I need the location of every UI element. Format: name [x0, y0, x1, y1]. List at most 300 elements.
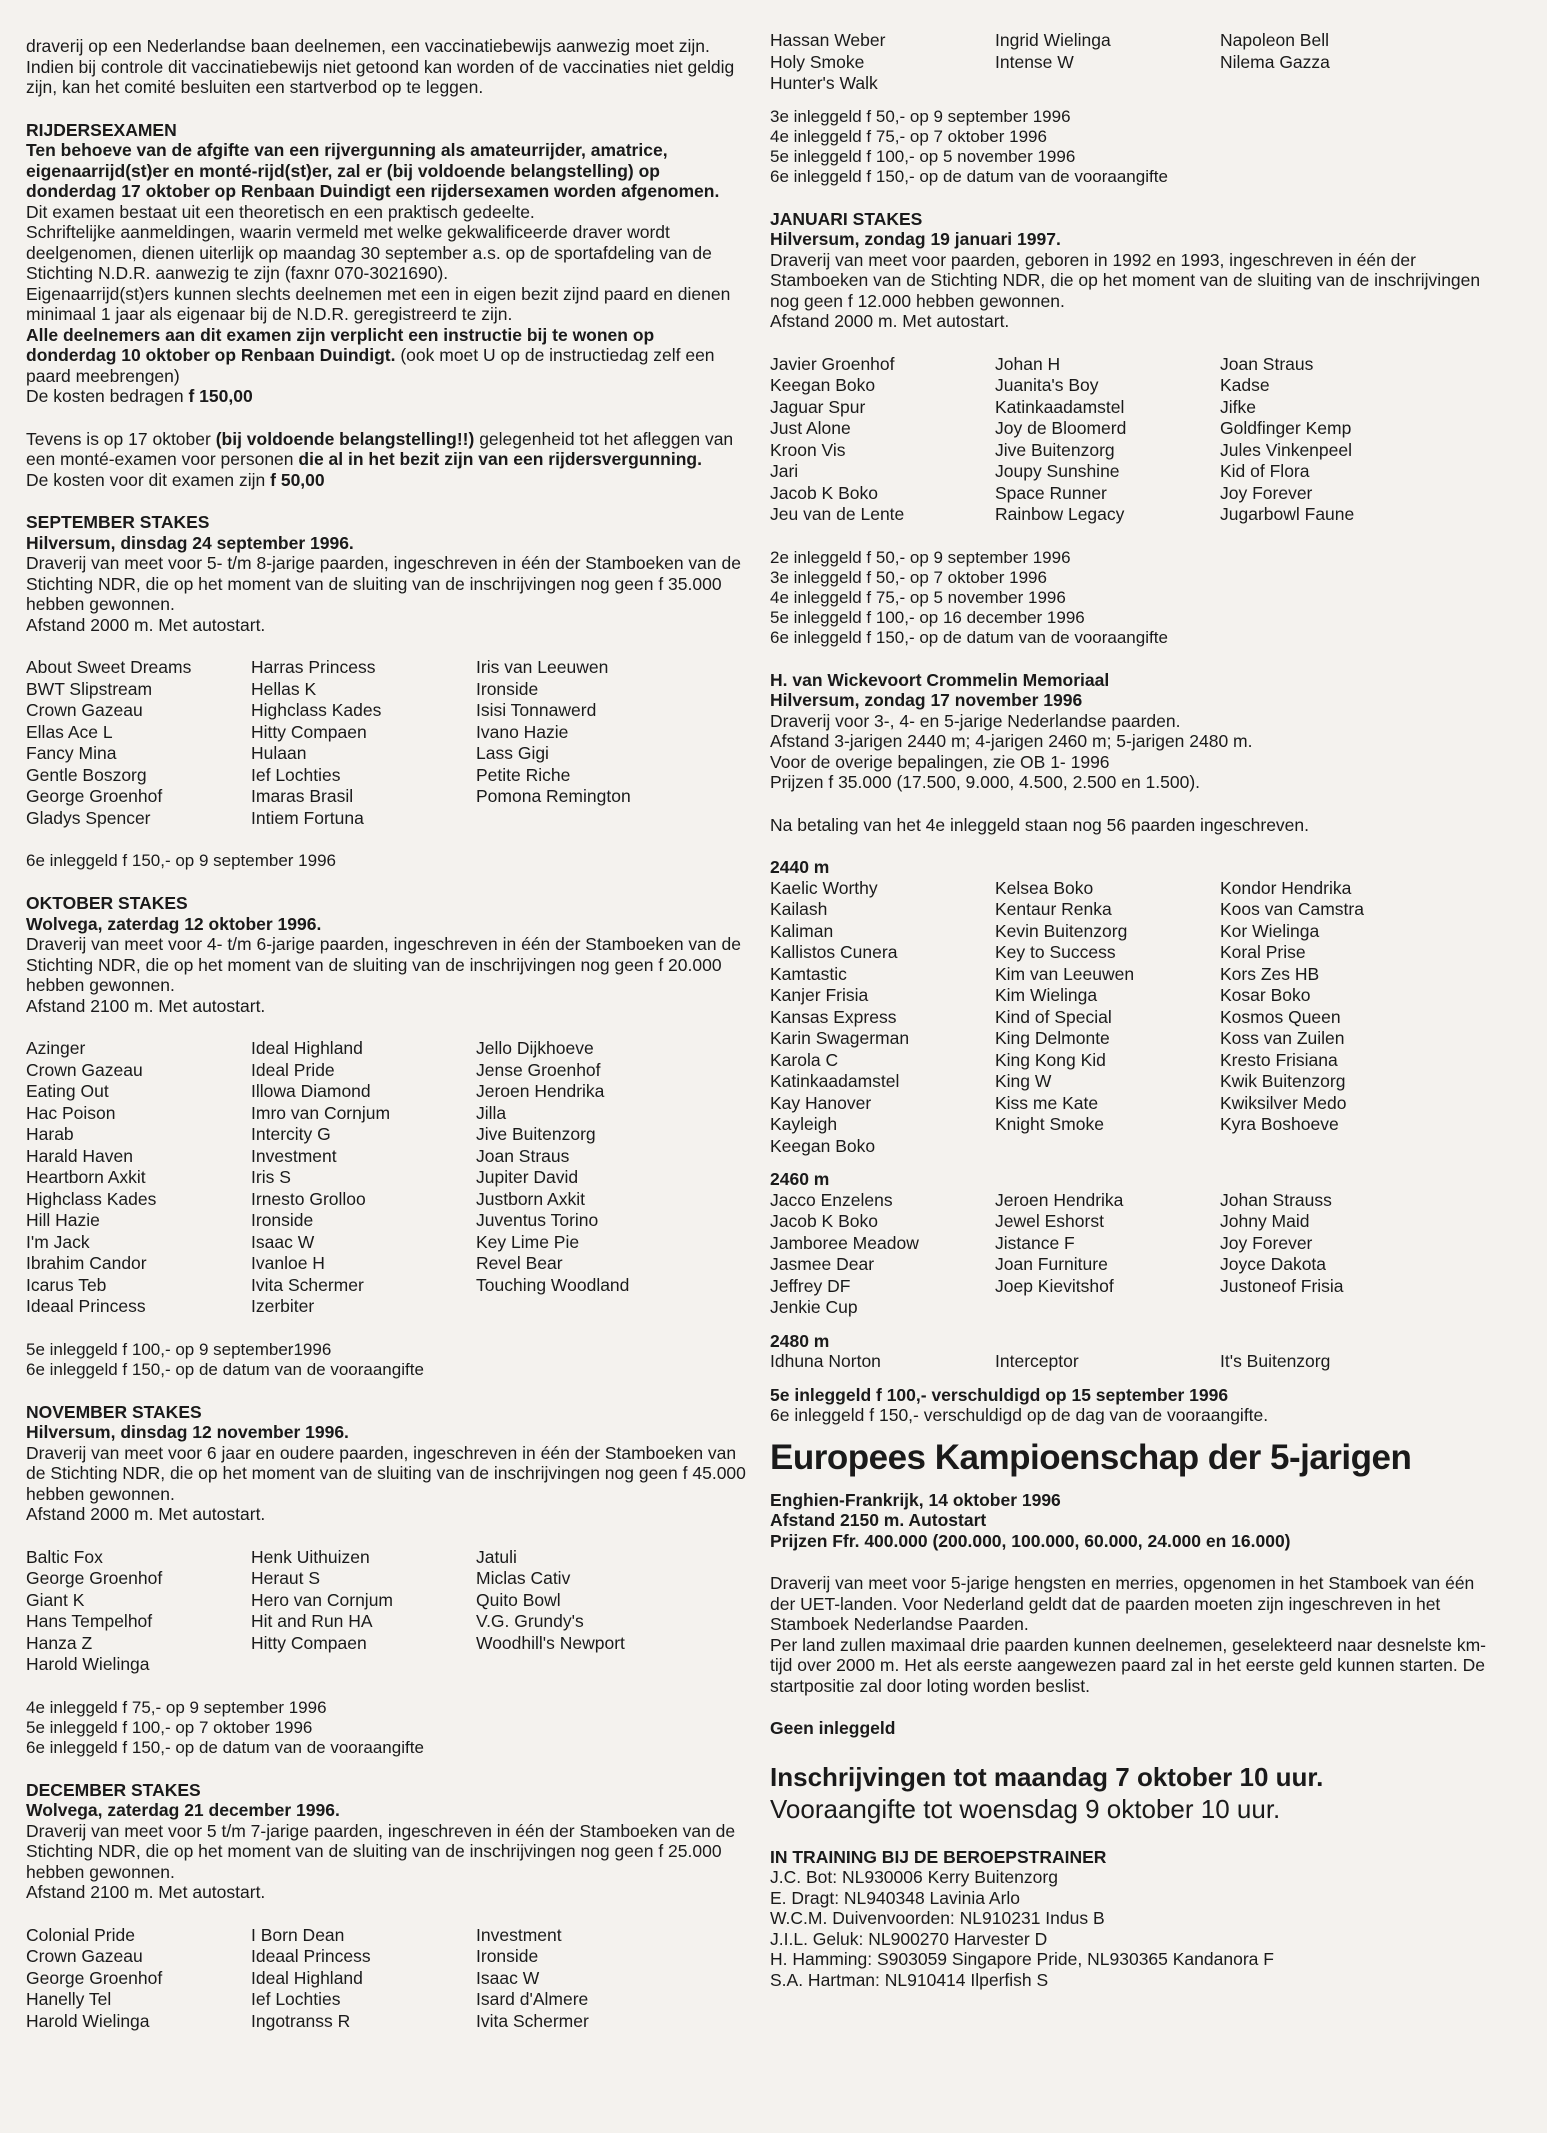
horse-column — [251, 1038, 476, 1318]
list-item: George Groenhof — [26, 786, 163, 806]
dec-sub: Wolvega, zaterdag 21 december 1996. — [26, 1800, 340, 1820]
memo-l5: Na betaling van het 4e inleggeld staan nog 56 paarden ingeschreven. — [770, 814, 1310, 835]
list-item: Fancy Mina — [26, 743, 117, 763]
list-item: V.G. Grundy's — [476, 1611, 584, 1631]
list-item: Petite Riche — [476, 764, 571, 785]
list-item: Jive Buitenzorg — [476, 1124, 596, 1144]
nov-fees — [26, 1698, 746, 1758]
list-item: Kiss me Kate — [995, 1092, 1099, 1113]
horse-column — [995, 354, 1220, 526]
list-item: Rainbow Legacy — [995, 504, 1125, 524]
list-item: Jupiter David — [476, 1167, 579, 1187]
list-item: Key Lime Pie — [476, 1231, 580, 1252]
list-item: Icarus Teb — [26, 1274, 107, 1295]
list-item: 5e inleggeld f 100,- op 9 september1996 — [26, 1339, 332, 1359]
memo-2440-list — [770, 878, 1500, 1158]
list-item: Kamtastic — [770, 963, 847, 984]
list-item: Joy Forever — [1220, 1232, 1313, 1253]
sept-dist: Afstand 2000 m. Met autostart. — [26, 614, 266, 635]
horse-column — [251, 657, 476, 829]
list-item: H. Hamming: S903059 Singapore Pride, NL930365 Kandanora F — [770, 1949, 1274, 1969]
cost-label: De kosten bedragen — [26, 386, 189, 406]
list-item: Ief Lochties — [251, 1989, 341, 2009]
list-item: Harras Princess — [251, 657, 376, 677]
list-item: Kaelic Worthy — [770, 877, 878, 898]
okt-dist: Afstand 2100 m. Met autostart. — [26, 995, 266, 1016]
list-item: BWT Slipstream — [26, 678, 153, 699]
rijders-title: RIJDERSEXAMEN — [26, 119, 177, 140]
list-item: Kelsea Boko — [995, 877, 1094, 898]
list-item: Johan H — [995, 353, 1061, 374]
list-item: Jense Groenhof — [476, 1059, 601, 1080]
list-item: Space Runner — [995, 482, 1107, 503]
list-item: Hulaan — [251, 743, 307, 763]
list-item: Nilema Gazza — [1220, 51, 1330, 72]
list-item: Imro van Cornjum — [251, 1102, 391, 1123]
list-item: Jeu van de Lente — [770, 504, 905, 524]
horse-name: Interceptor — [995, 1351, 1079, 1371]
horse-column — [476, 1925, 701, 2033]
nov-dist: Afstand 2000 m. Met autostart. — [26, 1504, 266, 1524]
list-item: Hellas K — [251, 678, 317, 699]
list-item: I Born Dean — [251, 1924, 345, 1945]
list-item: Kansas Express — [770, 1006, 897, 1027]
monte-t1: Tevens is op 17 oktober — [26, 428, 216, 449]
list-item: 5e inleggeld f 100,- op 7 oktober 1996 — [26, 1717, 313, 1737]
list-item: About Sweet Dreams — [26, 657, 192, 677]
list-item: Hac Poison — [26, 1102, 116, 1123]
dec-dist: Afstand 2100 m. Met autostart. — [26, 1882, 266, 1902]
list-item: Kosar Boko — [1220, 985, 1311, 1005]
list-item: Kim van Leeuwen — [995, 963, 1135, 984]
list-item: King Delmonte — [995, 1028, 1110, 1048]
list-item: Pomona Remington — [476, 786, 631, 806]
list-item: Joupy Sunshine — [995, 461, 1120, 481]
list-item: Kyra Boshoeve — [1220, 1114, 1339, 1134]
list-item: Isard d'Almere — [476, 1989, 589, 2009]
rijders-p3: Eigenaarrijd(st)ers kunnen slechts deelnemen met een in eigen bezit zijnd paard en dienen minimaal 1 jaar als eigenaar bij de N.D.R. geregistreerd te zijn. — [26, 283, 731, 324]
horse-column — [1220, 1190, 1445, 1319]
list-item: Investment — [476, 1924, 562, 1945]
euro-inschrijvingen: Inschrijvingen tot maandag 7 oktober 10 uur. — [770, 1761, 1324, 1792]
euro-geen: Geen inleggeld — [770, 1718, 896, 1738]
list-item: Kim Wielinga — [995, 985, 1098, 1005]
list-item: Johny Maid — [1220, 1211, 1310, 1231]
sept-sub: Hilversum, dinsdag 24 september 1996. — [26, 532, 354, 553]
rijders-cost-1 — [26, 386, 746, 407]
list-item: Johan Strauss — [1220, 1189, 1332, 1210]
list-item: Crown Gazeau — [26, 1059, 143, 1080]
list-item: Illowa Diamond — [251, 1081, 371, 1101]
list-item: Katinkaadamstel — [770, 1071, 900, 1091]
list-item: Heartborn Axkit — [26, 1167, 146, 1187]
list-item: Ivanloe H — [251, 1253, 325, 1273]
list-item: Investment — [251, 1145, 337, 1166]
horse-column — [995, 1190, 1220, 1319]
cost-value: f 150,00 — [188, 386, 253, 406]
list-item: Ief Lochties — [251, 764, 341, 785]
list-item: Jacco Enzelens — [770, 1189, 893, 1210]
list-item: Kay Hanover — [770, 1092, 872, 1113]
list-item: 4e inleggeld f 75,- op 5 november 1996 — [770, 587, 1066, 607]
sept-title: SEPTEMBER STAKES — [26, 512, 210, 532]
list-item: E. Dragt: NL940348 Lavinia Arlo — [770, 1887, 1021, 1908]
list-item: Giant K — [26, 1589, 85, 1610]
list-item: Harold Wielinga — [26, 2010, 150, 2031]
list-item: Joan Furniture — [995, 1254, 1108, 1274]
list-item: Hassan Weber — [770, 30, 886, 50]
rijders-p1: Dit examen bestaat uit een theoretisch en een praktisch gedeelte. — [26, 201, 535, 222]
list-item: Isisi Tonnawerd — [476, 700, 597, 720]
list-item: Juventus Torino — [476, 1210, 599, 1230]
list-item: Jacob K Boko — [770, 482, 878, 503]
list-item: George Groenhof — [26, 1568, 163, 1588]
list-item: Kondor Hendrika — [1220, 877, 1352, 898]
list-item: I'm Jack — [26, 1231, 90, 1252]
list-item: Juanita's Boy — [995, 375, 1099, 395]
memo-l4: Prijzen f 35.000 (17.500, 9.000, 4.500, 2.500 en 1.500). — [770, 772, 1201, 792]
list-item: Jacob K Boko — [770, 1211, 878, 1231]
list-item: Joep Kievitshof — [995, 1275, 1114, 1296]
list-item: Kayleigh — [770, 1114, 838, 1134]
list-item: Ingotranss R — [251, 2010, 351, 2031]
okt-horse-list — [26, 1038, 746, 1318]
memo-sub: Hilversum, zondag 17 november 1996 — [770, 690, 1083, 710]
okt-fees — [26, 1340, 746, 1380]
list-item: 4e inleggeld f 75,- op 9 september 1996 — [26, 1697, 327, 1717]
list-item: Kevin Buitenzorg — [995, 920, 1128, 941]
list-item: Ideal Highland — [251, 1038, 363, 1058]
list-item: Imaras Brasil — [251, 786, 354, 806]
training-list — [770, 1867, 1500, 1990]
list-item: Hitty Compaen — [251, 721, 367, 742]
horse-column — [476, 1547, 701, 1676]
list-item: Hit and Run HA — [251, 1611, 373, 1631]
horse-column — [476, 657, 701, 829]
horse-column — [770, 878, 995, 1158]
list-item: Napoleon Bell — [1220, 30, 1329, 50]
list-item: Isaac W — [251, 1231, 315, 1252]
list-item: Jeroen Hendrika — [995, 1189, 1124, 1210]
list-item: Keegan Boko — [770, 1135, 876, 1156]
list-item: Kid of Flora — [1220, 461, 1310, 481]
sept-fees — [26, 851, 746, 871]
nov-title: NOVEMBER STAKES — [26, 1401, 202, 1422]
list-item: Revel Bear — [476, 1253, 563, 1273]
list-item: Ibrahim Candor — [26, 1253, 147, 1273]
memo-l1: Draverij voor 3-, 4- en 5-jarige Nederlandse paarden. — [770, 710, 1181, 731]
list-item: Ironside — [251, 1210, 314, 1230]
list-item: Jeroen Hendrika — [476, 1081, 605, 1101]
memo-2440-label: 2440 m — [770, 857, 830, 877]
list-item: Highclass Kades — [251, 700, 382, 720]
list-item: Karin Swagerman — [770, 1028, 910, 1048]
intro-paragraph: draverij op een Nederlandse baan deelnemen, een vaccinatiebewijs aanwezig moet zijn. Indien bij controle dit vaccinatiebewijs niet getoond kan worden of de vaccinaties niet geldig zijn, kan het comité besluiten een startverbod op te leggen. — [26, 36, 735, 97]
list-item: Hitty Compaen — [251, 1632, 367, 1653]
rijders-instructie — [26, 325, 746, 387]
cont-fees — [770, 107, 1500, 187]
list-item: Koral Prise — [1220, 942, 1306, 962]
list-item: Justborn Axkit — [476, 1188, 585, 1209]
list-item: Kadse — [1220, 375, 1270, 395]
list-item: Ivita Schermer — [476, 2010, 589, 2031]
euro-vooraangifte: Vooraangifte tot woensdag 9 oktober 10 uur. — [770, 1793, 1281, 1824]
list-item: 6e inleggeld f 150,- op de datum van de vooraangifte — [26, 1737, 424, 1757]
list-item: Jenkie Cup — [770, 1297, 858, 1317]
list-item: Hans Tempelhof — [26, 1611, 153, 1631]
sept-horse-list — [26, 657, 746, 829]
list-item: Kanjer Frisia — [770, 985, 869, 1005]
list-item: Jamboree Meadow — [770, 1232, 919, 1253]
list-item: Harald Haven — [26, 1145, 133, 1166]
list-item: 6e inleggeld f 150,- op de datum van de vooraangifte — [770, 627, 1168, 647]
list-item: Joy de Bloomerd — [995, 418, 1127, 438]
list-item: Irnesto Grolloo — [251, 1188, 366, 1209]
memo-fee-bold: 5e inleggeld f 100,- verschuldigd op 15 september 1996 — [770, 1384, 1229, 1405]
horse-column — [770, 30, 995, 95]
jan-dist: Afstand 2000 m. Met autostart. — [770, 311, 1010, 331]
list-item: Joyce Dakota — [1220, 1254, 1327, 1274]
list-item: Highclass Kades — [26, 1188, 157, 1209]
list-item: 3e inleggeld f 50,- op 9 september 1996 — [770, 106, 1071, 126]
dec-desc: Draverij van meet voor 5 t/m 7-jarige paarden, ingeschreven in één der Stamboeken van de Stichting NDR, die op het moment van de sluiting van de inschrijvingen nog geen f 25.000 hebben gewonnen. — [26, 1820, 736, 1882]
list-item: W.C.M. Duivenvoorden: NL910231 Indus B — [770, 1908, 1105, 1928]
cost-value: f 50,00 — [270, 469, 325, 490]
list-item: Ivita Schermer — [251, 1274, 364, 1295]
horse-column — [995, 878, 1220, 1158]
jan-horse-list — [770, 354, 1500, 526]
list-item: Kosmos Queen — [1220, 1006, 1341, 1027]
list-item: Kentaur Renka — [995, 899, 1112, 919]
okt-sub: Wolvega, zaterdag 12 oktober 1996. — [26, 913, 322, 934]
list-item: Kwik Buitenzorg — [1220, 1071, 1346, 1091]
horse-column — [476, 1038, 701, 1318]
list-item: Keegan Boko — [770, 375, 876, 395]
okt-title: OKTOBER STAKES — [26, 893, 188, 913]
list-item: Ideaal Princess — [26, 1296, 146, 1316]
list-item: Quito Bowl — [476, 1589, 561, 1610]
list-item: Key to Success — [995, 942, 1116, 962]
rijders-bold-1: Ten behoeve van de afgifte van een rijvergunning als amateurrijder, amatrice, eigenaarrijd(st)er en monté-rijd(st)er, zal er (bij voldoende belangstelling) op donderdag 17 oktober op Renbaan Duindigt een rijdersexamen worden afgenomen. — [26, 140, 720, 201]
list-item: 3e inleggeld f 50,- op 7 oktober 1996 — [770, 567, 1047, 587]
memo-fee: 6e inleggeld f 150,- verschuldigd op de dag van de vooraangifte. — [770, 1405, 1269, 1425]
list-item: Joy Forever — [1220, 482, 1313, 503]
list-item: Heraut S — [251, 1568, 321, 1588]
list-item: Gentle Boszorg — [26, 764, 147, 785]
list-item: Lass Gigi — [476, 743, 549, 763]
jan-fees — [770, 548, 1500, 648]
nov-sub: Hilversum, dinsdag 12 november 1996. — [26, 1422, 349, 1442]
list-item: Jugarbowl Faune — [1220, 504, 1355, 524]
horse-column — [251, 1925, 476, 2033]
list-item: Ironside — [476, 678, 539, 699]
list-item: Gladys Spencer — [26, 807, 151, 828]
list-item: Kailash — [770, 899, 828, 919]
list-item: Henk Uithuizen — [251, 1546, 370, 1567]
list-item: King W — [995, 1071, 1052, 1091]
euro-p1: Draverij van meet voor 5-jarige hengsten en merries, opgenomen in het Stamboek van één der UET-landen. Voor Nederland geldt dat de paarden moeten zijn ingeschreven in het Stamboek Nederlandse Paarden. — [770, 1573, 1475, 1634]
memo-2480-list — [770, 1351, 1500, 1373]
horse-column — [26, 1547, 251, 1676]
list-item: Ingrid Wielinga — [995, 30, 1111, 50]
list-item: Joan Straus — [1220, 353, 1314, 374]
horse-column — [26, 1925, 251, 2033]
list-item: Woodhill's Newport — [476, 1632, 625, 1653]
list-item: Colonial Pride — [26, 1924, 135, 1945]
sept-desc: Draverij van meet voor 5- t/m 8-jarige paarden, ingeschreven in één der Stamboeken van de Stichting NDR, die op het moment van de sluiting van de inschrijvingen nog geen f 35.000 hebben gewonnen. — [26, 553, 741, 614]
list-item: Javier Groenhof — [770, 353, 895, 374]
right-column — [770, 30, 1500, 1990]
list-item: Baltic Fox — [26, 1546, 103, 1567]
list-item: Jasmee Dear — [770, 1254, 875, 1274]
list-item: Izerbiter — [251, 1296, 315, 1316]
list-item: Ivano Hazie — [476, 721, 569, 742]
list-item: Jari — [770, 461, 799, 481]
cost-label: De kosten voor dit examen zijn — [26, 469, 271, 490]
list-item: Hill Hazie — [26, 1210, 100, 1230]
monte-t2b: die al in het bezit zijn van een rijdersvergunning. — [298, 449, 702, 469]
okt-desc: Draverij van meet voor 4- t/m 6-jarige paarden, ingeschreven in één der Stamboeken van de Stichting NDR, die op het moment van de sluiting van de inschrijvingen nog geen f 20.000 hebben gewonnen. — [26, 934, 741, 995]
horse-column — [26, 657, 251, 829]
list-item: Justoneof Frisia — [1220, 1275, 1344, 1296]
list-item: Jewel Eshorst — [995, 1211, 1104, 1231]
list-item: Kresto Frisiana — [1220, 1049, 1338, 1070]
list-item: Isaac W — [476, 1967, 540, 1988]
euro-l2: Afstand 2150 m. Autostart — [770, 1510, 987, 1530]
list-item: Intiem Fortuna — [251, 807, 364, 828]
list-item: Jaguar Spur — [770, 396, 866, 417]
list-item: Hanelly Tel — [26, 1989, 112, 2009]
list-item: Ideaal Princess — [251, 1946, 371, 1966]
monte-t1b: (bij voldoende belangstelling!!) — [215, 428, 475, 449]
list-item: 2e inleggeld f 50,- op 9 september 1996 — [770, 547, 1071, 567]
horse-column — [995, 30, 1220, 95]
list-item: Azinger — [26, 1038, 86, 1058]
memo-2480-label: 2480 m — [770, 1330, 830, 1351]
list-item: Crown Gazeau — [26, 1946, 143, 1966]
list-item: Jive Buitenzorg — [995, 439, 1115, 460]
list-item: Just Alone — [770, 418, 851, 438]
list-item: Iris S — [251, 1167, 291, 1187]
list-item: Koos van Camstra — [1220, 899, 1364, 919]
euro-p2: Per land zullen maximaal drie paarden kunnen deelnemen, geselekteerd naar desnelste km-tijd over 2000 m. Het als eerste aangewezen paard zal in het eerste geld kunnen starten. De startpositie zal door loting worden beslist. — [770, 1634, 1486, 1696]
list-item: Miclas Cativ — [476, 1568, 571, 1588]
horse-column — [770, 354, 995, 526]
list-item: Kind of Special — [995, 1006, 1112, 1027]
memo-2460-list — [770, 1190, 1500, 1319]
rijders-p4: (ook moet U op de instructiedag zelf een paard meebrengen) — [26, 345, 715, 386]
list-item: Iris van Leeuwen — [476, 657, 609, 677]
jan-sub: Hilversum, zondag 19 januari 1997. — [770, 229, 1061, 249]
list-item: Hanza Z — [26, 1632, 93, 1653]
list-item: Crown Gazeau — [26, 700, 143, 720]
list-item: Kaliman — [770, 920, 834, 941]
horse-column — [251, 1547, 476, 1676]
list-item: Kors Zes HB — [1220, 963, 1320, 984]
horse-column — [1220, 354, 1445, 526]
list-item: Intercity G — [251, 1124, 331, 1144]
list-item: Holy Smoke — [770, 51, 865, 72]
horse-column — [770, 1190, 995, 1319]
list-item: Joan Straus — [476, 1145, 570, 1166]
list-item: Goldfinger Kemp — [1220, 418, 1352, 438]
list-item: Ellas Ace L — [26, 721, 113, 742]
list-item: 6e inleggeld f 150,- op 9 september 1996 — [26, 851, 337, 870]
list-item: Ideal Pride — [251, 1059, 335, 1080]
horse-name: Idhuna Norton — [770, 1351, 881, 1371]
list-item: Kroon Vis — [770, 439, 846, 460]
training-title: IN TRAINING BIJ DE BEROEPSTRAINER — [770, 1846, 1107, 1867]
memo-l3: Voor de overige bepalingen, zie OB 1- 1996 — [770, 751, 1110, 772]
list-item: Eating Out — [26, 1081, 109, 1101]
list-item: Touching Woodland — [476, 1274, 630, 1295]
nov-horse-list — [26, 1547, 746, 1676]
list-item: Knight Smoke — [995, 1114, 1104, 1134]
dec-horse-list — [26, 1925, 746, 2033]
list-item: J.C. Bot: NL930006 Kerry Buitenzorg — [770, 1867, 1058, 1887]
list-item: J.I.L. Geluk: NL900270 Harvester D — [770, 1928, 1048, 1949]
list-item: 5e inleggeld f 100,- op 16 december 1996 — [770, 607, 1085, 627]
list-item: George Groenhof — [26, 1967, 163, 1988]
list-item: Kwiksilver Medo — [1220, 1092, 1347, 1113]
rijders-cost-2 — [26, 470, 746, 491]
horse-name: It's Buitenzorg — [1220, 1351, 1331, 1371]
list-item: Harab — [26, 1124, 74, 1144]
euro-l1: Enghien-Frankrijk, 14 oktober 1996 — [770, 1489, 1061, 1510]
list-item: Ideal Highland — [251, 1967, 363, 1988]
list-item: Jello Dijkhoeve — [476, 1038, 594, 1058]
horse-column — [1220, 878, 1445, 1158]
list-item: Jistance F — [995, 1232, 1075, 1253]
list-item: Jilla — [476, 1102, 507, 1123]
list-item: Kallistos Cunera — [770, 942, 898, 962]
euro-l3: Prijzen Ffr. 400.000 (200.000, 100.000, 60.000, 24.000 en 16.000) — [770, 1530, 1291, 1551]
left-column — [26, 36, 746, 2032]
list-item: Harold Wielinga — [26, 1654, 150, 1674]
list-item: Kor Wielinga — [1220, 920, 1320, 941]
horse-column — [1220, 30, 1445, 95]
list-item: Karola C — [770, 1049, 839, 1070]
list-item: S.A. Hartman: NL910414 Ilperfish S — [770, 1969, 1049, 1990]
memo-2460-label: 2460 m — [770, 1169, 830, 1189]
list-item: Katinkaadamstel — [995, 396, 1125, 417]
list-item: 6e inleggeld f 150,- op de datum van de vooraangifte — [26, 1359, 424, 1379]
rijders-bold-2: Alle deelnemers aan dit examen zijn verplicht een instructie bij te wonen op donderdag 10 oktober op Renbaan Duindigt. — [26, 324, 655, 365]
memo-l2: Afstand 3-jarigen 2440 m; 4-jarigen 2460 m; 5-jarigen 2480 m. — [770, 731, 1253, 751]
list-item: 5e inleggeld f 100,- op 5 november 1996 — [770, 146, 1076, 166]
list-item: Jules Vinkenpeel — [1220, 439, 1352, 460]
list-item: 4e inleggeld f 75,- op 7 oktober 1996 — [770, 126, 1047, 146]
list-item: Intense W — [995, 51, 1074, 72]
monte-paragraph — [26, 429, 746, 470]
rijders-p2: Schriftelijke aanmeldingen, waarin vermeld met welke gekwalificeerde draver wordt deelgenomen, dienen uiterlijk op maandag 30 september a.s. op de sportafdeling van de Stichting N.D.R. aanwezig te zijn (faxnr 070-3021690). — [26, 222, 712, 283]
list-item: Hunter's Walk — [770, 73, 878, 93]
list-item: Ironside — [476, 1946, 539, 1966]
list-item: Jifke — [1220, 396, 1256, 417]
memo-title: H. van Wickevoort Crommelin Memoriaal — [770, 669, 1110, 690]
list-item: 6e inleggeld f 150,- op de datum van de vooraangifte — [770, 166, 1168, 186]
list-item: Jeffrey DF — [770, 1275, 851, 1296]
jan-desc: Draverij van meet voor paarden, geboren in 1992 en 1993, ingeschreven in één der Stamboeken van de Stichting NDR, die op het moment van de sluiting van de inschrijvingen nog geen f 12.000 hebben gewonnen. — [770, 249, 1481, 311]
horse-column — [26, 1038, 251, 1318]
monte-t2: gelegenheid tot het afleggen van een monté-examen voor personen — [26, 428, 734, 469]
dec-title: DECEMBER STAKES — [26, 1779, 201, 1800]
nov-desc: Draverij van meet voor 6 jaar en oudere paarden, ingeschreven in één der Stamboeken van de Stichting NDR, die op het moment van de sluiting van de inschrijvingen nog geen f 45.000 hebben gewonnen. — [26, 1442, 746, 1504]
list-item: King Kong Kid — [995, 1049, 1106, 1070]
jan-title: JANUARI STAKES — [770, 208, 923, 229]
list-item: Jatuli — [476, 1546, 517, 1567]
list-item: Hero van Cornjum — [251, 1589, 393, 1610]
